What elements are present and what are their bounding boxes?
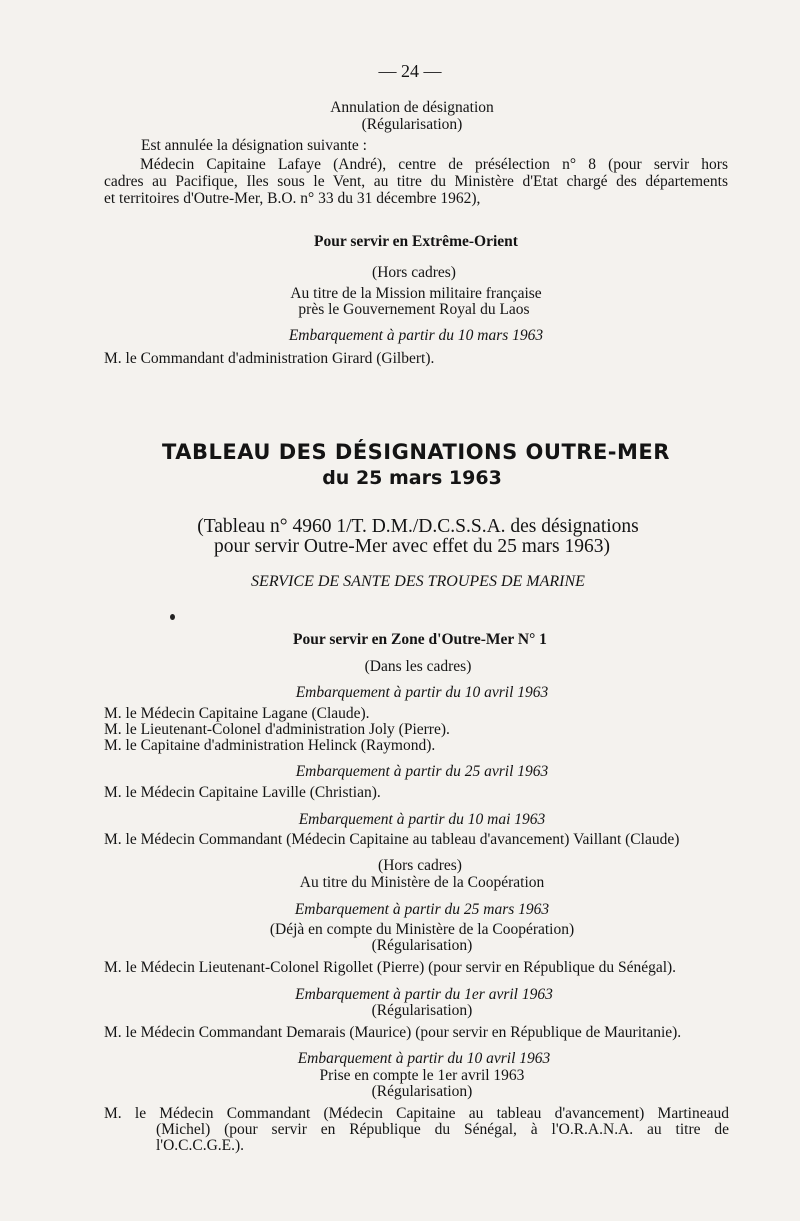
annulation-line-3: et territoires d'Outre-Mer, B.O. n° 33 du 31 décembre 1962), [104,190,481,207]
zone1-person-helinck: M. le Capitaine d'administration Helinck (Raymond). [104,737,436,754]
zone1-martineaud-line-3: l'O.C.C.G.E.). [156,1137,245,1154]
zone1-heading: Pour servir en Zone d'Outre-Mer N° 1 [293,631,547,648]
zone1-regularisation-2: (Régularisation) [371,1002,473,1019]
zone1-emb-25-mars: Embarquement à partir du 25 mars 1963 [294,901,550,918]
zone1-emb-10-avril-b: Embarquement à partir du 10 avril 1963 [297,1050,551,1067]
tableau-ref-2: pour servir Outre-Mer avec effet du 25 mars 1963) [214,536,610,557]
annulation-subtitle: (Régularisation) [361,116,463,133]
zone1-cooperation: Au titre du Ministère de la Coopération [299,874,545,891]
bullet-mark [170,614,175,620]
extreme-orient-person: M. le Commandant d'administration Girard (Gilbert). [104,350,435,367]
tableau-ref-1: (Tableau n° 4960 1/T. D.M./D.C.S.S.A. des désignations [197,516,639,537]
zone1-person-vaillant: M. le Médecin Commandant (Médecin Capitaine au tableau d'avancement) Vaillant (Claude) [104,831,680,848]
zone1-emb-1er-avril: Embarquement à partir du 1er avril 1963 [295,986,553,1003]
zone1-person-demarais: M. le Médecin Commandant Demarais (Maurice) (pour servir en République de Mauritanie). [104,1024,682,1041]
zone1-person-rigollet: M. le Médecin Lieutenant-Colonel Rigollet (Pierre) (pour servir en République du Sénégal). [104,959,677,976]
zone1-deja-compte: (Déjà en compte du Ministère de la Coopération) [269,921,575,938]
zone1-prise-compte: Prise en compte le 1er avril 1963 [319,1067,525,1084]
extreme-orient-mission-2: près le Gouvernement Royal du Laos [298,301,530,318]
page-number: — 24 — [378,61,442,81]
extreme-orient-heading: Pour servir en Extrême-Orient [314,233,518,250]
annulation-intro: Est annulée la désignation suivante : [141,137,367,154]
service-title: SERVICE DE SANTE DES TROUPES DE MARINE [251,573,585,590]
zone1-regularisation-1: (Régularisation) [371,937,473,954]
extreme-orient-embarquement: Embarquement à partir du 10 mars 1963 [288,327,544,344]
zone1-person-joly: M. le Lieutenant-Colonel d'administration Joly (Pierre). [104,721,450,738]
zone1-person-laville: M. le Médecin Capitaine Laville (Christian). [104,784,381,801]
zone1-martineaud-line-2: (Michel) (pour servir en République du Sénégal, à l'O.R.A.N.A. au titre de [156,1121,729,1138]
zone1-emb-25-avril: Embarquement à partir du 25 avril 1963 [295,763,549,780]
zone1-dans-cadres: (Dans les cadres) [364,658,472,675]
zone1-hors-cadres: (Hors cadres) [378,857,462,874]
zone1-person-lagane: M. le Médecin Capitaine Lagane (Claude). [104,705,370,722]
zone1-emb-10-avril: Embarquement à partir du 10 avril 1963 [295,684,549,701]
zone1-martineaud-line-1: M. le Médecin Commandant (Médecin Capitaine au tableau d'avancement) Martineaud [104,1105,729,1122]
tableau-date: du 25 mars 1963 [322,467,502,489]
zone1-emb-10-mai: Embarquement à partir du 10 mai 1963 [298,811,546,828]
annulation-line-2: cadres au Pacifique, Iles sous le Vent, au titre du Ministère d'Etat chargé des départements [104,173,728,190]
zone1-regularisation-3: (Régularisation) [371,1083,473,1100]
extreme-orient-hors-cadres: (Hors cadres) [372,264,456,281]
annulation-line-1: Médecin Capitaine Lafaye (André), centre de présélection n° 8 (pour servir hors [140,156,728,173]
tableau-title: TABLEAU DES DÉSIGNATIONS OUTRE-MER [162,440,670,464]
extreme-orient-mission-1: Au titre de la Mission militaire française [290,285,542,302]
annulation-title: Annulation de désignation [330,99,494,116]
